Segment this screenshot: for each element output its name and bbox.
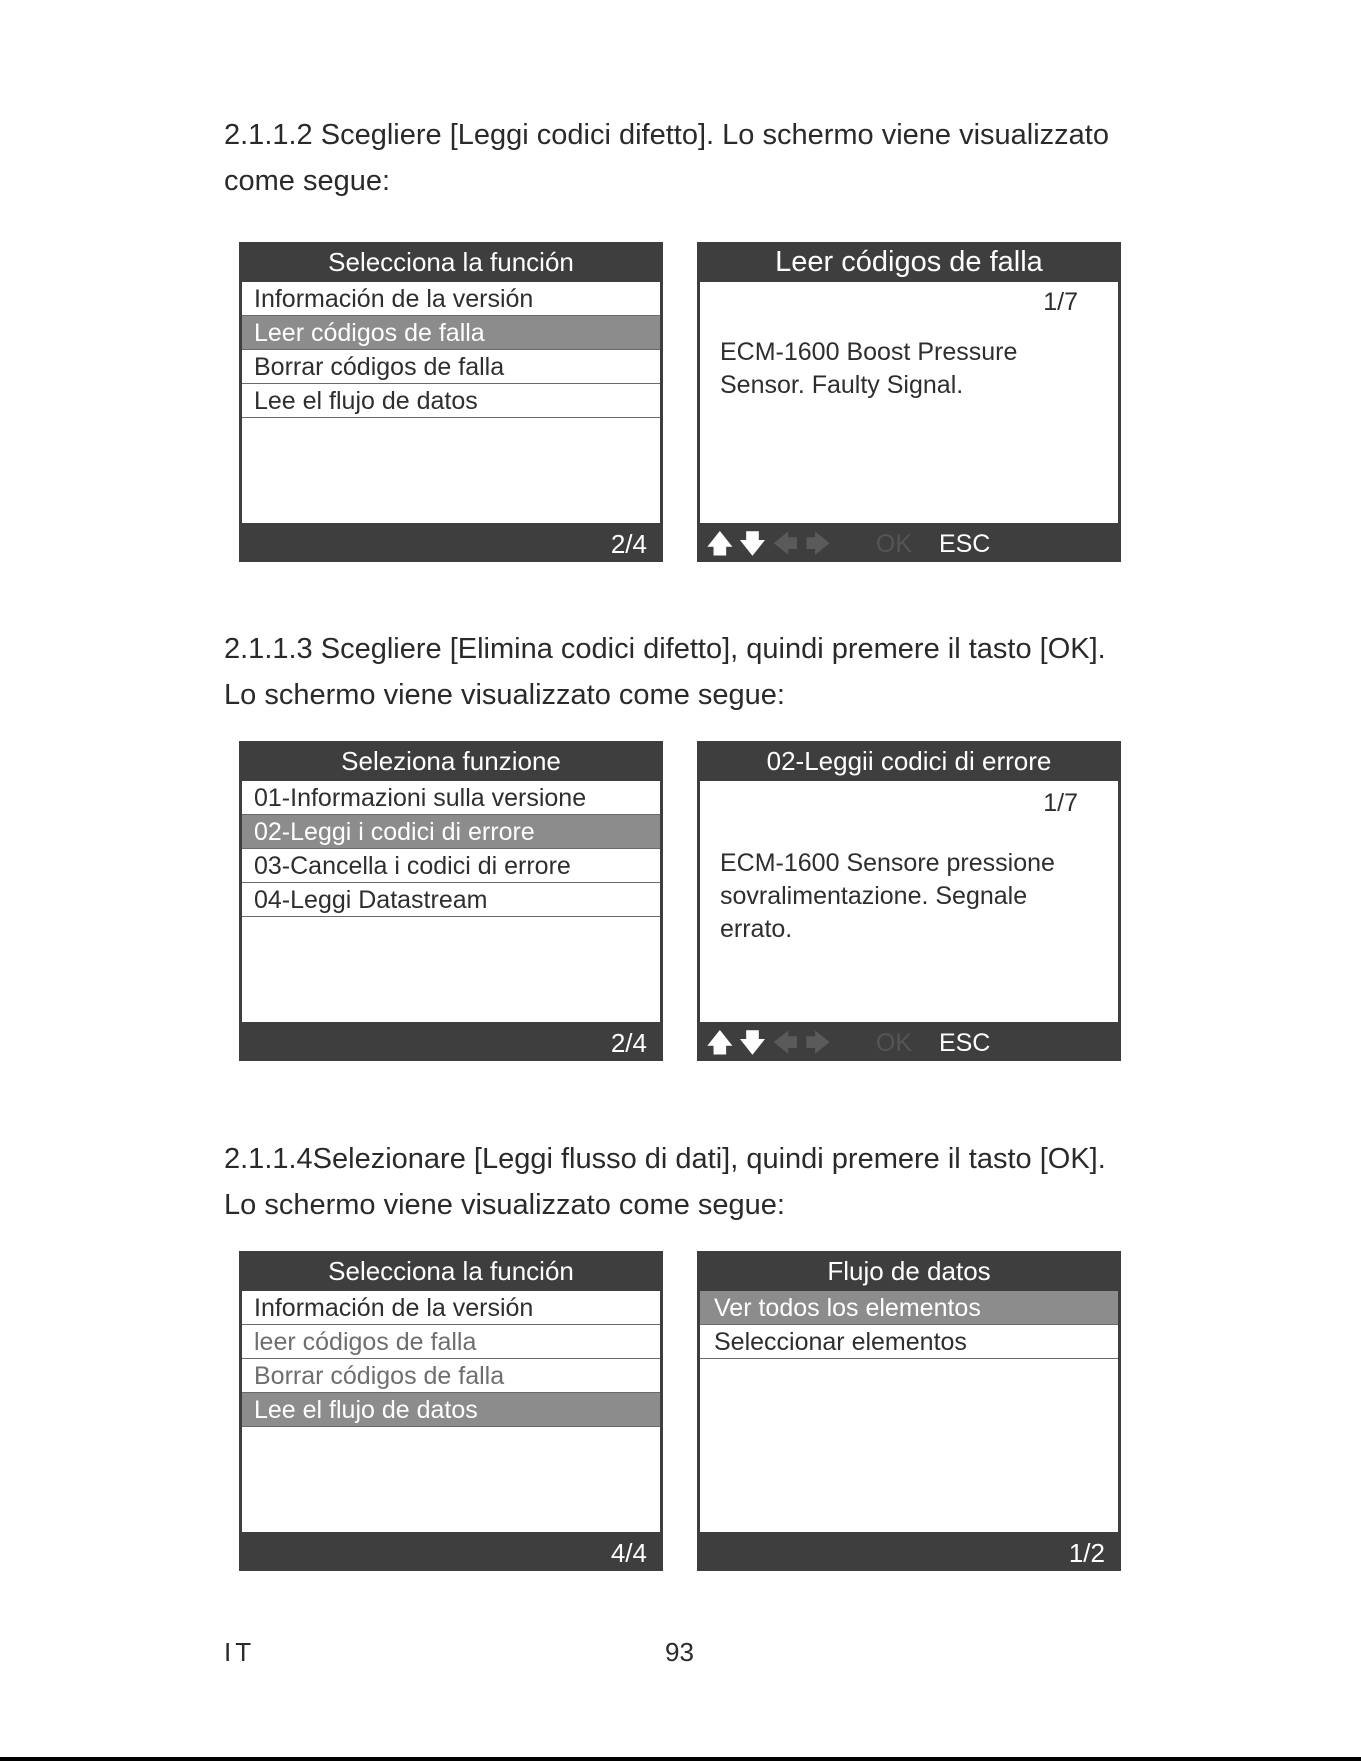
menu-list — [242, 1291, 660, 1532]
menu-item[interactable]: 04-Leggi Datastream — [242, 883, 660, 917]
arrow-right-icon: 🡆 — [805, 1029, 831, 1057]
menu-footer — [239, 1535, 663, 1571]
detail-title: Leer códigos de falla — [775, 246, 1043, 278]
menu-title: Seleziona funzione — [341, 746, 561, 776]
detail-screen-1 — [697, 242, 1121, 562]
page-indicator: 4/4 — [610, 1538, 647, 1568]
menu-title: Selecciona la función — [328, 247, 574, 277]
menu-title: Selecciona la función — [328, 1256, 574, 1286]
arrow-left-icon: 🡄 — [772, 1029, 799, 1057]
menu-list — [242, 282, 660, 523]
page-indicator: 1/2 — [1068, 1538, 1105, 1568]
menu-item[interactable]: Información de la versión — [242, 282, 660, 316]
menu-item-selected[interactable]: Lee el flujo de datos — [242, 1393, 660, 1427]
menu-list — [242, 781, 660, 1022]
list-footer — [697, 1535, 1121, 1571]
section-3-text: 2.1.1.4Selezionare [Leggi flusso di dati], quindi premere il tasto [OK]. Lo schermo viene visualizzato come segue: — [224, 1143, 1106, 1221]
datastream-screen — [697, 1251, 1121, 1571]
arrow-right-icon: 🡆 — [805, 530, 831, 558]
list-title: Flujo de datos — [827, 1256, 991, 1286]
datastream-list — [700, 1291, 1118, 1532]
list-item-selected[interactable]: Ver todos los elementos — [700, 1291, 1118, 1325]
ok-button: OK — [875, 530, 912, 558]
menu-item-selected[interactable]: Leer códigos de falla — [242, 316, 660, 350]
detail-footer — [697, 1025, 1121, 1061]
menu-footer — [239, 1025, 663, 1061]
page-number: 93 — [665, 1637, 694, 1667]
arrow-up-icon[interactable]: 🡅 — [707, 530, 733, 558]
menu-screen-2 — [239, 741, 663, 1061]
list-item[interactable]: Seleccionar elementos — [700, 1325, 1118, 1359]
arrow-down-icon[interactable]: 🡇 — [739, 530, 766, 558]
menu-item[interactable]: leer códigos de falla — [242, 1325, 660, 1359]
fault-message: ECM-1600 Boost Pressure Sensor. Faulty Signal. — [720, 338, 1018, 399]
arrow-down-icon[interactable]: 🡇 — [739, 1029, 766, 1057]
menu-item[interactable]: Borrar códigos de falla — [242, 1359, 660, 1393]
code-counter: 1/7 — [1043, 288, 1078, 316]
detail-title: 02-Leggii codici di errore — [766, 746, 1052, 776]
page-indicator: 2/4 — [610, 1028, 647, 1058]
menu-item[interactable]: 01-Informazioni sulla versione — [242, 781, 660, 815]
menu-screen-1 — [239, 242, 663, 562]
menu-item[interactable]: Información de la versión — [242, 1291, 660, 1325]
menu-item[interactable]: Borrar códigos de falla — [242, 350, 660, 384]
fault-message: ECM-1600 Sensore pressione sovralimentazione. Segnale errato. — [720, 849, 1055, 943]
bottom-divider — [0, 1757, 1361, 1761]
section-1-text: 2.1.1.2 Scegliere [Leggi codici difetto]. Lo schermo viene visualizzato come segue: — [224, 119, 1109, 197]
menu-item-selected[interactable]: 02-Leggi i codici di errore — [242, 815, 660, 849]
arrow-up-icon[interactable]: 🡅 — [707, 1029, 733, 1057]
footer-language: IT — [224, 1637, 256, 1667]
detail-body — [700, 282, 1118, 523]
section-2-text: 2.1.1.3 Scegliere [Elimina codici difetto], quindi premere il tasto [OK]. Lo schermo viene visualizzato come segue: — [224, 633, 1106, 711]
ok-button: OK — [875, 1029, 912, 1057]
code-counter: 1/7 — [1043, 789, 1078, 817]
menu-screen-3 — [239, 1251, 663, 1571]
menu-item[interactable]: 03-Cancella i codici di errore — [242, 849, 660, 883]
menu-footer — [239, 526, 663, 562]
page-indicator: 2/4 — [610, 529, 647, 559]
detail-body — [700, 781, 1118, 1022]
arrow-left-icon: 🡄 — [772, 530, 799, 558]
detail-footer — [697, 526, 1121, 562]
detail-screen-2 — [697, 741, 1121, 1061]
esc-button[interactable]: ESC — [938, 1029, 991, 1057]
menu-item[interactable]: Lee el flujo de datos — [242, 384, 660, 418]
esc-button[interactable]: ESC — [938, 530, 991, 558]
